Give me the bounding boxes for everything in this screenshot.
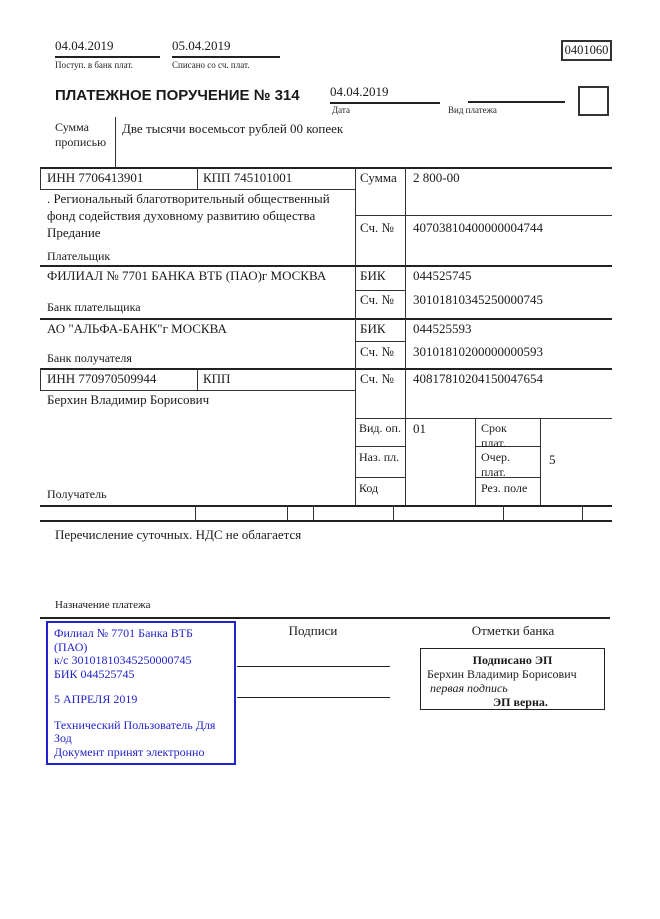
payer-inn: ИНН 7706413901 [47,170,144,185]
purpose-label: Назначение платежа [55,599,151,611]
grid-line [355,341,405,342]
code-label: Код [359,481,379,495]
payer-section-label: Плательщик [47,249,111,263]
form-code-box: 0401060 [561,40,612,61]
signed-name: Берхин Владимир Борисович [427,667,577,681]
op-type-label: Вид. оп. [359,421,401,435]
stamp-line: 5 АПРЕЛЯ 2019 [54,692,138,706]
payer-bank-account-label: Сч. № [360,292,394,307]
payment-type-box [578,86,609,116]
payee-bank-section-label: Банк получателя [47,351,132,365]
payer-account-label: Сч. № [360,220,394,235]
grid-line [355,418,612,419]
amount-words-label: Сумма прописью [55,120,107,149]
payer-bank-bik: 044525745 [413,268,472,283]
signed-verified: ЭП верна. [493,695,548,709]
grid-line [540,418,541,505]
payee-inn: ИНН 770970509944 [47,371,157,386]
payment-type-line [468,101,565,103]
payer-bank-account: 30101810345250000745 [413,292,543,307]
document-title: ПЛАТЕЖНОЕ ПОРУЧЕНИЕ № 314 [55,87,300,104]
sum-value: 2 800-00 [413,170,460,185]
payee-section-label: Получатель [47,487,107,501]
op-type-value: 01 [413,421,426,436]
grid-line [355,167,356,505]
grid-line [195,505,196,520]
stamp-line: к/с 30101810345250000745 [54,653,192,667]
doc-date-label: Дата [332,105,350,115]
table-top-line [40,167,612,169]
bank-marks-label: Отметки банка [471,623,555,638]
grid-line [355,477,405,478]
grid-line [582,505,583,520]
payee-section-line [40,505,612,507]
stamp-line: БИК 044525745 [54,666,135,681]
doc-date: 04.04.2019 [330,84,440,104]
payer-bank-section-line [40,318,612,320]
grid-line [355,290,405,291]
payee-account: 40817810204150047654 [413,371,543,386]
grid-line [355,215,612,216]
grid-line [40,167,41,189]
grid-line [197,167,198,189]
grid-line [405,167,406,505]
signature-line-2 [237,697,390,698]
grid-line [40,390,355,391]
stamp-line: Документ принят электронно [54,744,205,759]
payee-bank-name: АО "АЛЬФА-БАНК"г МОСКВА [47,321,227,336]
payer-bank-bik-label: БИК [360,268,386,283]
payer-kpp: КПП 745101001 [203,170,293,185]
stamp-line: Филиал № 7701 Банка ВТБ (ПАО) [54,626,193,654]
payee-bank-section-line [40,368,612,370]
purpose-underline [40,617,610,619]
payer-section-line [40,265,612,267]
date-debited: 05.04.2019 [172,38,280,58]
payee-bank-account-label: Сч. № [360,344,394,359]
sum-label: Сумма [360,170,397,185]
priority-value: 5 [549,452,556,467]
payer-account: 40703810400000004744 [413,220,543,235]
grid-line [313,505,314,520]
grid-line [197,368,198,390]
payee-name: Берхин Владимир Борисович [47,392,210,407]
payment-type-label: Вид платежа [448,105,497,115]
payee-bank-bik: 044525593 [413,321,472,336]
amount-words-divider [115,117,116,167]
bank-marks-box [420,648,605,710]
grid-line [287,505,288,520]
grid-line [475,418,476,505]
grid-line [355,446,405,447]
grid-line [40,368,41,390]
payer-name: . Региональный благотворительный общественный фонд содействия духовному развитию общества Предание [47,191,330,240]
grid-line [503,505,504,520]
reserve-label: Рез. поле [481,481,528,495]
grid-line [393,505,394,520]
date-received: 04.04.2019 [55,38,160,58]
purpose-text: Перечисление суточных. НДС не облагается [55,527,302,542]
payee-account-label: Сч. № [360,371,394,386]
date-received-label: Поступ. в банк плат. [55,60,133,70]
stamp-line: Технический Пользователь Для Зод [54,717,216,745]
date-debited-label: Списано со сч. плат. [172,60,250,70]
bank-stamp [46,621,236,765]
term-label: Срок плат. [481,421,507,450]
priority-label: Очер. плат. [481,450,511,479]
payee-bank-account: 30101810200000000593 [413,344,543,359]
payee-bank-bik-label: БИК [360,321,386,336]
amount-words-value: Две тысячи восемьсот рублей 00 копеек [122,121,344,136]
signed-title: Подписано ЭП [472,653,553,667]
signature-line-1 [237,666,390,667]
signatures-label: Подписи [288,623,338,638]
requisites-row-line [40,520,612,522]
payee-kpp-label: КПП [203,371,231,386]
signed-subtitle: первая подпись [430,681,508,695]
payer-bank-section-label: Банк плательщика [47,300,141,314]
purpose-code-label: Наз. пл. [359,450,400,464]
payer-bank-name: ФИЛИАЛ № 7701 БАНКА ВТБ (ПАО)г МОСКВА [47,268,327,283]
